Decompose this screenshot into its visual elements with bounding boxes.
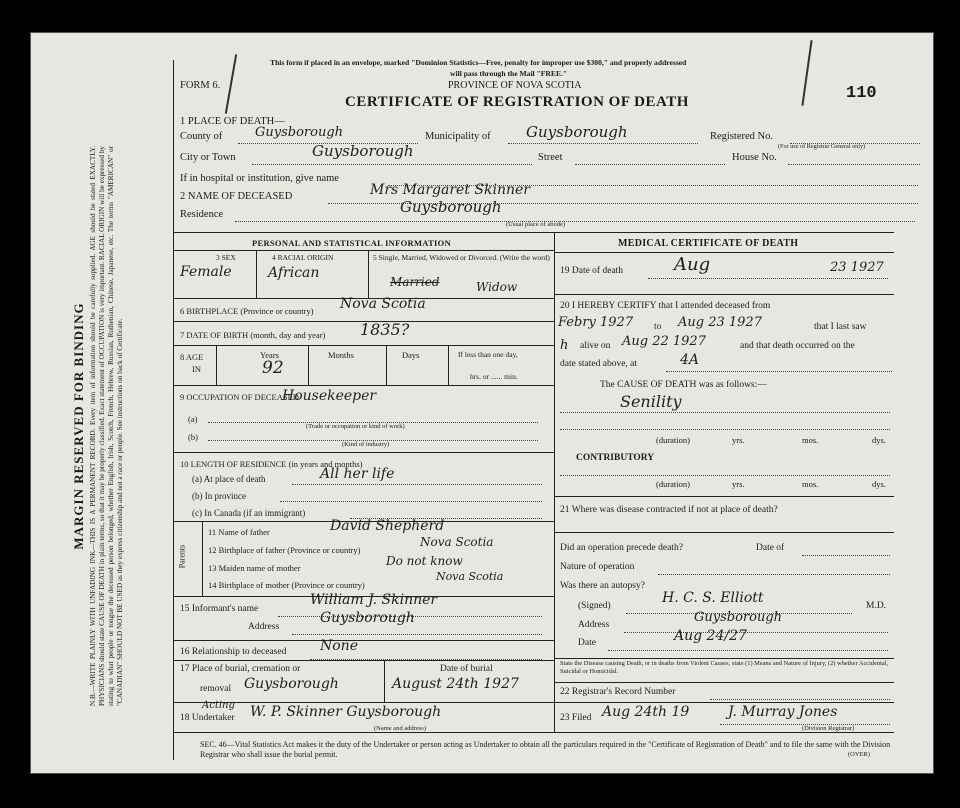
house-label: House No. — [732, 152, 777, 163]
line-relationship — [174, 640, 554, 641]
sex-label: 3 SEX — [216, 253, 236, 262]
occupation-b: (b) — [188, 432, 198, 442]
less-day: If less than one day, — [458, 350, 518, 359]
alive-on: alive on — [580, 341, 611, 351]
binding-margin-line — [173, 60, 174, 760]
deceased-name-label: 2 NAME OF DECEASED — [180, 191, 293, 202]
line-certify — [554, 294, 894, 295]
informant-value: William J. Skinner — [310, 592, 438, 608]
yrs-1: yrs. — [732, 435, 745, 445]
acting-note: Acting — [202, 700, 235, 711]
dod-day-year: 23 1927 — [830, 260, 884, 275]
burial-date: August 24th 1927 — [392, 676, 519, 692]
undertaker-note: (Name and address) — [374, 725, 426, 732]
date-of-label: Date of — [756, 543, 785, 553]
dob-label: 7 DATE OF BIRTH (month, day and year) — [180, 330, 326, 340]
father-label: 11 Name of father — [208, 527, 270, 537]
years-value: 92 — [262, 358, 284, 378]
line-filed — [554, 702, 894, 703]
dod-label: 19 Date of death — [560, 266, 624, 276]
undertaker-value: W. P. Skinner Guysborough — [250, 704, 442, 720]
county-value: Guysborough — [255, 125, 344, 140]
marital-crossed: Married — [390, 275, 440, 289]
nature-line — [658, 574, 890, 575]
check-mark-right — [801, 40, 812, 106]
line-residence — [174, 452, 554, 453]
undertaker-label: 18 Undertaker — [180, 713, 235, 723]
res-a-line — [292, 484, 542, 485]
vl-parents — [202, 521, 203, 596]
hrs-min: hrs. or ...... min. — [470, 372, 518, 381]
filed-value: Aug 24th 19 — [602, 704, 690, 720]
residence-line — [235, 221, 915, 222]
line-age — [174, 345, 554, 346]
alive-date: Aug 22 1927 — [622, 334, 706, 349]
burial-place: Guysborough — [244, 676, 339, 692]
mother-birth-label: 14 Birthplace of mother (Province or country) — [208, 580, 365, 590]
time-line — [666, 371, 892, 372]
contrib-line — [560, 475, 890, 476]
vl-race — [368, 250, 369, 298]
certify-text: 20 I HEREBY CERTIFY that I attended deceased from — [560, 301, 771, 311]
residence-value: Guysborough — [400, 198, 502, 216]
line-medical — [554, 252, 894, 253]
county-label: County of — [180, 131, 223, 142]
removal-label: removal — [200, 684, 232, 694]
page-title: CERTIFICATE OF REGISTRATION OF DEATH — [345, 94, 689, 110]
vl-burial — [384, 660, 385, 702]
mother-birth-value: Nova Scotia — [436, 570, 504, 583]
filed-label: 23 Filed — [560, 713, 592, 723]
violent-note: State the Disease causing Death, or in deaths from Violent Causes, state (1) Means and Nature of Injury, (2) whether Accidental, Suicidal or Homicidal. — [560, 660, 889, 675]
yrs-2: yrs. — [732, 479, 745, 489]
mos-2: mos. — [802, 479, 819, 489]
father-value: David Shepherd — [330, 518, 445, 534]
form-number: FORM 6. — [180, 80, 221, 91]
cause-line-1 — [560, 412, 890, 413]
racial-label: 4 RACIAL ORIGIN — [272, 253, 334, 262]
sex-value: Female — [180, 264, 232, 280]
occurred-text: and that death occurred on the — [740, 341, 855, 351]
age-in: IN — [192, 364, 201, 374]
margin-notes: N.B.—WRITE PLAINLY WITH UNFADING INK—THIS IS A PERMANENT RECORD. Every item of information should be carefully supplied. AGE should be stated EXACTLY. PHYSICIANS should state CAUSE OF DEATH in plain terms, so that it may be properly classified. Exact statement of OCCUPATION is very important. RACIAL ORIGIN will be expressed by stating to what people or tongue the deceased person belonged, whether English, Irish, Scotch, French, Hebrew, Russian, Ruthenian, Chinese, Japanese, etc. The terms "AMERICAN" or "CANADIAN" SHOULD NOT BE USED as they express citizenship and not a race or people. See instructions on back of Certificate. — [89, 146, 124, 706]
physician-address: Guysborough — [694, 610, 783, 625]
physician-signature: H. C. S. Elliott — [662, 590, 764, 606]
grid-divider — [554, 232, 555, 732]
line-record — [554, 682, 894, 683]
grid-bottom — [174, 732, 894, 733]
marital-value: Widow — [476, 280, 518, 294]
over-note: (OVER) — [848, 751, 871, 758]
dod-line — [648, 278, 888, 279]
signed-date: Aug 24/27 — [674, 628, 747, 644]
abode-note: (Usual place of abode) — [506, 221, 566, 228]
date-label: Date — [578, 638, 596, 648]
res-a-value: All her life — [320, 466, 395, 482]
md-label: M.D. — [866, 601, 887, 611]
hospital-label: If in hospital or institution, give name — [180, 173, 339, 184]
registered-no-label: Registered No. — [710, 131, 773, 142]
check-mark — [225, 54, 237, 113]
registrar-note: (For use of Registrar General only) — [778, 143, 866, 150]
line-contracted — [554, 496, 894, 497]
burial-label: 17 Place of burial, cremation or — [180, 664, 301, 674]
birthplace-value: Nova Scotia — [340, 296, 426, 312]
mother-label: 13 Maiden name of mother — [208, 563, 301, 573]
certificate-number: 110 — [846, 84, 877, 103]
personal-heading: PERSONAL AND STATISTICAL INFORMATION — [252, 238, 452, 248]
autopsy-label: Was there an autopsy? — [560, 581, 645, 591]
cause-line-2 — [560, 429, 890, 430]
certificate-paper — [30, 32, 934, 774]
father-birth-label: 12 Birthplace of father (Province or country) — [208, 545, 361, 555]
deceased-name-value: Mrs Margaret Skinner — [370, 182, 530, 198]
relationship-label: 16 Relationship to deceased — [180, 647, 287, 657]
registrar-signature: J. Murray Jones — [728, 704, 838, 720]
mail-notice-2: will pass through the Mail "FREE." — [450, 69, 568, 78]
vl-age1 — [216, 345, 217, 385]
city-label: City or Town — [180, 152, 236, 163]
municipality-line — [508, 143, 698, 144]
dys-1: dys. — [872, 435, 886, 445]
her-value: h — [560, 338, 569, 353]
cause-value: Senility — [620, 392, 682, 411]
res-c-label: (c) In Canada (if an immigrant) — [192, 508, 306, 518]
vl-age4 — [448, 345, 449, 385]
section-46-note: SEC. 46—Vital Statistics Act makes it the duty of the Undertaker or person acting as Undertaker to obtain all the particulars required in the "Certificate of Registration of Death" and to file the same with the Division Registrar who shall issue the burial permit. — [200, 740, 891, 759]
medical-heading: MEDICAL CERTIFICATE OF DEATH — [618, 238, 799, 249]
age-label: 8 AGE — [180, 352, 204, 362]
informant-address-line — [292, 634, 542, 635]
residence-label: Residence — [180, 209, 224, 220]
parents-label: Parents — [177, 544, 187, 569]
city-line — [252, 164, 532, 165]
occupation-value: Housekeeper — [282, 388, 377, 404]
occupation-a: (a) — [188, 414, 198, 424]
racial-value: African — [268, 265, 320, 281]
duration-2: (duration) — [656, 479, 690, 489]
street-label: Street — [538, 152, 563, 163]
contracted-label: 21 Where was disease contracted if not at place of death? — [560, 505, 778, 515]
grid-top — [174, 232, 894, 233]
street-line — [575, 164, 725, 165]
physician-address-line — [624, 632, 888, 633]
industry-note: (Kind of industry) — [342, 441, 390, 448]
date-stated: date stated above, at — [560, 359, 638, 369]
line-burial — [174, 660, 554, 661]
dys-2: dys. — [872, 479, 886, 489]
line-occupation — [174, 385, 554, 386]
binding-margin — [71, 146, 129, 706]
vl-sex — [256, 250, 257, 298]
mos-1: mos. — [802, 435, 819, 445]
city-value: Guysborough — [312, 142, 414, 160]
informant-address: Guysborough — [320, 610, 415, 626]
line-violent — [554, 658, 894, 659]
informant-address-label: Address — [248, 622, 280, 632]
nature-label: Nature of operation — [560, 562, 635, 572]
municipality-label: Municipality of — [425, 131, 491, 142]
signed-label: (Signed) — [578, 601, 611, 611]
record-label: 22 Registrar's Record Number — [560, 687, 676, 697]
vl-age2 — [308, 345, 309, 385]
place-of-death-label: 1 PLACE OF DEATH— — [180, 116, 285, 127]
father-birth-value: Nova Scotia — [420, 535, 494, 549]
relationship-value: None — [320, 638, 358, 654]
residence-length-label: 10 LENGTH OF RESIDENCE (in years and months) — [180, 459, 363, 469]
contributory-label: CONTRIBUTORY — [576, 453, 655, 463]
informant-label: 15 Informant's name — [180, 604, 259, 614]
attended-to: Aug 23 1927 — [678, 315, 762, 330]
division-note: (Division Registrar) — [802, 725, 855, 732]
years-label: Years — [260, 350, 279, 360]
res-a-label: (a) At place of death — [192, 474, 266, 484]
trade-note: (Trade or occupation or kind of work) — [306, 423, 405, 430]
res-b-label: (b) In province — [192, 491, 246, 501]
days-label: Days — [402, 350, 420, 360]
dod-month: Aug — [674, 254, 711, 275]
time-value: 4A — [680, 352, 700, 368]
dob-value: 1835? — [360, 320, 410, 339]
line-personal — [174, 250, 554, 251]
physician-address-label: Address — [578, 620, 610, 630]
line-operation — [554, 532, 894, 533]
cause-label: The CAUSE OF DEATH was as follows:— — [600, 380, 767, 390]
margin-title: MARGIN RESERVED FOR BINDING — [71, 302, 86, 550]
mother-value: Do not know — [386, 554, 463, 568]
birthplace-label: 6 BIRTHPLACE (Province or country) — [180, 306, 314, 316]
duration-1: (duration) — [656, 435, 690, 445]
province: PROVINCE OF NOVA SCOTIA — [448, 80, 582, 91]
house-line — [788, 164, 920, 165]
marital-label: 5 Single, Married, Widowed or Divorced. (Write the word) — [373, 253, 550, 262]
vl-age3 — [386, 345, 387, 385]
mail-notice: This form if placed in an envelope, marked "Dominion Statistics—Free, penalty for improper use $300," and properly addressed — [270, 58, 687, 67]
occupation-label: 9 OCCUPATION OF DECEASED — [180, 392, 299, 402]
municipality-value: Guysborough — [526, 123, 628, 141]
to-label: to — [654, 322, 662, 332]
operation-line — [802, 555, 890, 556]
attended-from: Febry 1927 — [558, 315, 634, 330]
burial-date-label: Date of burial — [440, 664, 493, 674]
record-line — [710, 699, 890, 700]
res-b-line — [280, 501, 542, 502]
operation-label: Did an operation precede death? — [560, 543, 683, 553]
months-label: Months — [328, 350, 354, 360]
last-saw: that I last saw — [814, 322, 867, 332]
date-line — [608, 650, 888, 651]
